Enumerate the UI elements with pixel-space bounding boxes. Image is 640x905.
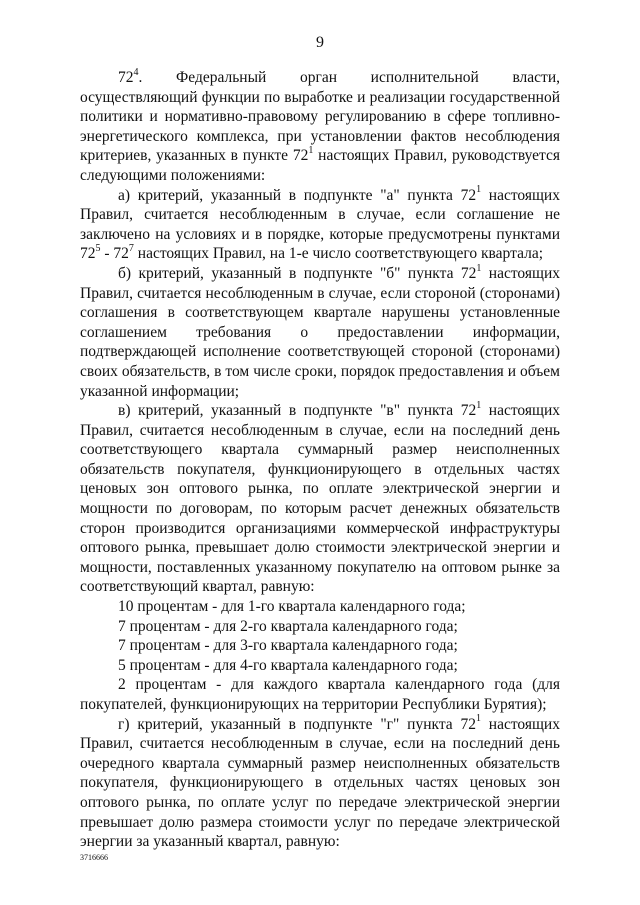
document-code: 3716666 xyxy=(80,853,108,862)
paragraph-72-4: $72^4$. Федеральный орган исполнительной власти, осуществляющий функции по выработке и реализации государственной политики и нормативно-правовому регулированию в сфере топливно-энергетического комплекса, при установлении фактов несоблюдения критериев, указанных в пункте $72^1$ настоящих Правил, руководствуется следующими положениями: xyxy=(80,66,561,184)
list-item: 7 процентам - для 3-го квартала календарного года; xyxy=(118,637,458,655)
paragraph-a: а) критерий, указанный в подпункте "а" пункта $72^1$ настоящих Правил, считается несоблюденным в случае, если соглашение не заключено на условиях и в порядке, которые предусмотрены пунктами $72^5 - 72^7$ настоящих Правил, на 1-е число соответствующего квартала; xyxy=(80,184,560,263)
list-item: 10 процентам - для 1-го квартала календарного года; xyxy=(118,598,466,616)
page-number: 9 xyxy=(316,34,324,51)
paragraph-b: б) критерий, указанный в подпункте "б" пункта $72^1$ настоящих Правил, считается несоблюденным в случае, если стороной (сторонами) соглашения в соответствующем квартале нарушены установленные соглашением требования о предоставлении информации, подтверждающей исполнение соответствующей стороной (сторонами) своих обязательств, в том числе сроки, порядок предоставления и объем указанной информации; xyxy=(80,262,560,400)
list-item: 5 процентам - для 4-го квартала календарного года; xyxy=(118,656,458,674)
document-body xyxy=(80,68,560,852)
paragraph-g: г) критерий, указанный в подпункте "г" пункта $72^1$ настоящих Правил, считается несоблюденным в случае, если на последний день очередного квартала суммарный размер неисполненных обязательств покупателя, функционирующего в отдельных частях ценовых зон оптового рынка, по оплате услуг по передаче электрической энергии превышает долю размера стоимости услуг по передаче электрической энергии за указанный квартал, равную: xyxy=(80,713,560,851)
list-item-buryatia: 2 процентам - для каждого квартала календарного года (для покупателей, функционирующих на территории Республики Бурятия); xyxy=(80,676,560,713)
list-item: 7 процентам - для 2-го квартала календарного года; xyxy=(118,617,458,635)
paragraph-v: в) критерий, указанный в подпункте "в" пункта $72^1$ настоящих Правил, считается несоблюденным в случае, если на последний день соответствующего квартала суммарный размер неисполненных обязательств покупателя, функционирующего в отдельных частях ценовых зон оптового рынка, по оплате электрической энергии и мощности по договорам, по которым расчет денежных обязательств сторон производится организациями коммерческой инфраструктуры оптового рынка, превышает долю стоимости электрической энергии и мощности, поставленных указанному покупателю на оптовом рынке за соответствующий квартал, равную: xyxy=(80,399,560,596)
